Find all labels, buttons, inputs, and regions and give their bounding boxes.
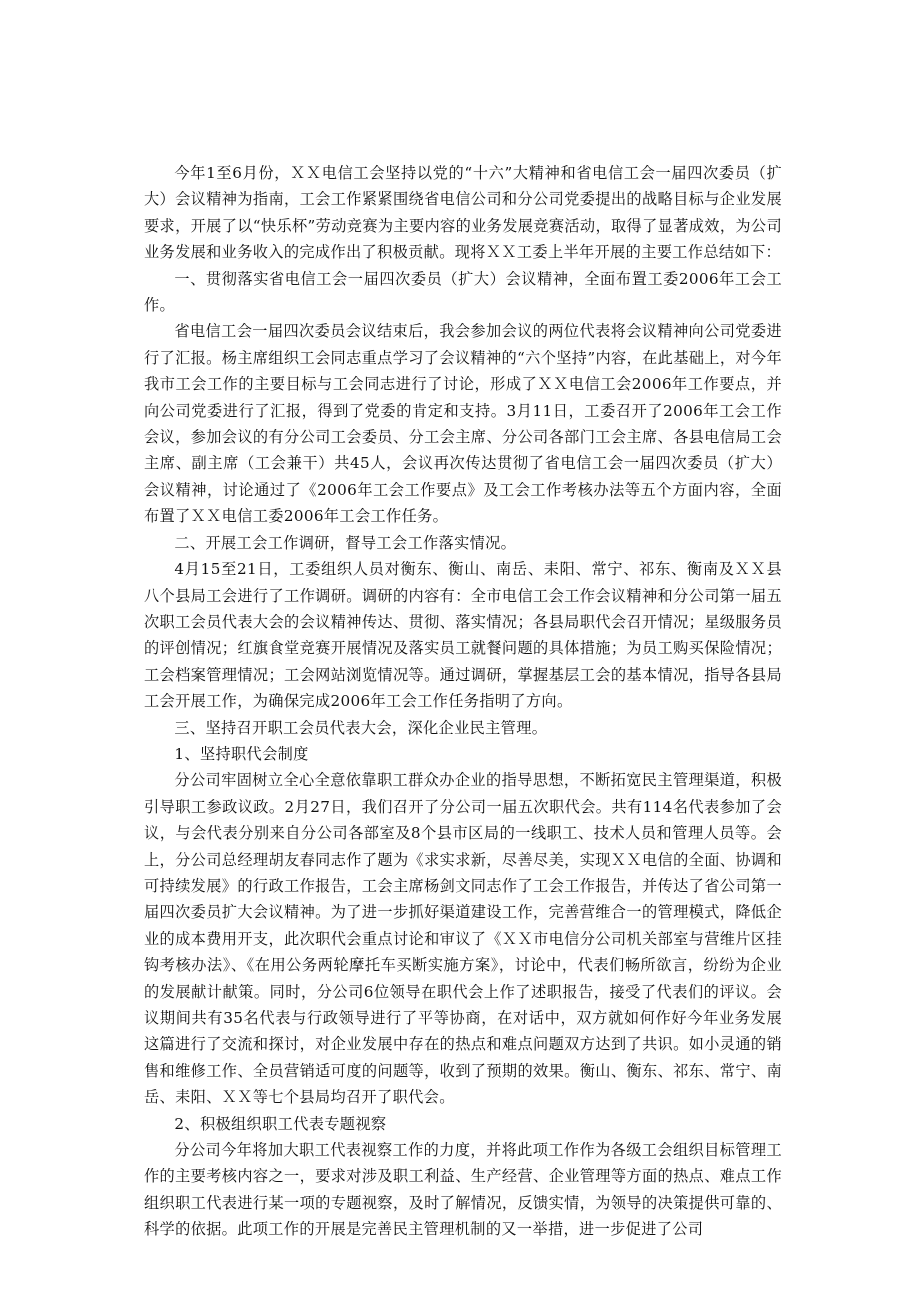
body-paragraph-4: 分公司今年将加大职工代表视察工作的力度，并将此项工作作为各级工会组织目标管理工作的主要考核内容之一，要求对涉及职工利益、生产经营、企业管理等方面的热点、难点工作组织职工代表进行某一项的专题视察，及时了解情况，反馈实情，为领导的决策提供可靠的、科学的依据。此项工作的开展是完善民主管理机制的又一举措，进一步促进了公司 bbox=[144, 1141, 782, 1239]
body-paragraph-2: 4月15至21日，工委组织人员对衡东、衡山、南岳、耒阳、常宁、祁东、衡南及ＸＸ县八个县局工会进行了工作调研。调研的内容有：全市电信工会工作会议精神和分公司第一届五次职工会员代表大会的会议精神传达、贯彻、落实情况；各县局职代会召开情况；星级服务员的评创情况；红旗食堂竞赛开展情况及落实员工就餐问题的具体措施；为员工购买保险情况；工会档案管理情况；工会网站浏览情况等。通过调研，掌握基层工会的基本情况，指导各县局工会开展工作，为确保完成2006年工会工作任务指明了方向。 bbox=[144, 560, 782, 711]
body-paragraph-1: 省电信工会一届四次委员会议结束后，我会参加会议的两位代表将会议精神向公司党委进行了汇报。杨主席组织工会同志重点学习了会议精神的“六个坚持”内容，在此基础上，对今年我市工会工作的主要目标与工会同志进行了讨论，形成了ＸＸ电信工会2006年工作要点，并向公司党委进行了汇报，得到了党委的肯定和支持。3月11日，工委召开了2006年工会工作会议，参加会议的有分公司工会委员、分工会主席、分公司各部门工会主席、各县电信局工会主席、副主席（工会兼干）共45人，会议再次传达贯彻了省电信工会一届四次委员（扩大）会议精神，讨论通过了《2006年工会工作要点》及工会工作考核办法等五个方面内容，全面布置了ＸＸ电信工委2006年工会工作任务。 bbox=[144, 322, 782, 526]
subsection-heading-1: 1、坚持职代会制度 bbox=[174, 744, 309, 763]
section-heading-3: 三、坚持召开职工会员代表大会，深化企业民主管理。 bbox=[174, 718, 548, 737]
document-body bbox=[144, 160, 782, 1243]
section-heading-2: 二、开展工会工作调研，督导工会工作落实情况。 bbox=[174, 533, 517, 552]
body-paragraph-3: 分公司牢固树立全心全意依靠职工群众办企业的指导思想，不断拓宽民主管理渠道，积极引导职工参政议政。2月27日，我们召开了分公司一届五次职代会。共有114名代表参加了会议，与会代表分别来自分公司各部室及8个县市区局的一线职工、技术人员和管理人员等。会上，分公司总经理胡友春同志作了题为《求实求新，尽善尽美，实现ＸＸ电信的全面、协调和可持续发展》的行政工作报告，工会主席杨剑文同志作了工会工作报告，并传达了省公司第一届四次委员扩大会议精神。为了进一步抓好渠道建设工作，完善营维合一的管理模式，降低企业的成本费用开支，此次职代会重点讨论和审议了《ＸＸ市电信分公司机关部室与营维片区挂钩考核办法》、《在用公务两轮摩托车买断实施方案》，讨论中，代表们畅所欲言，纷纷为企业的发展献计献策。同时，分公司6位领导在职代会上作了述职报告，接受了代表们的评议。会议期间共有35名代表与行政领导进行了平等协商，在对话中，双方就如何作好今年业务发展这篇进行了交流和探讨，对企业发展中存在的热点和难点问题双方达到了共识。如小灵通的销售和维修工作、全员营销适可度的问题等，收到了预期的效果。衡山、衡东、祁东、常宁、南岳、耒阳、ＸＸ等七个县局均召开了职代会。 bbox=[144, 771, 782, 1107]
intro-paragraph: 今年1至6月份，ＸＸ电信工会坚持以党的“十六”大精神和省电信工会一届四次委员（扩大）会议精神为指南，工会工作紧紧围绕省电信公司和分公司党委提出的战略目标与企业发展要求，开展了以“快乐杯”劳动竞赛为主要内容的业务发展竞赛活动，取得了显著成效，为公司业务发展和业务收入的完成作出了积极贡献。现将ＸＸ工委上半年开展的主要工作总结如下： bbox=[144, 164, 782, 262]
subsection-heading-2: 2、积极组织职工代表专题视察 bbox=[174, 1114, 387, 1133]
section-heading-1: 一、贯彻落实省电信工会一届四次委员（扩大）会议精神，全面布置工委2006年工会工作。 bbox=[144, 269, 782, 315]
